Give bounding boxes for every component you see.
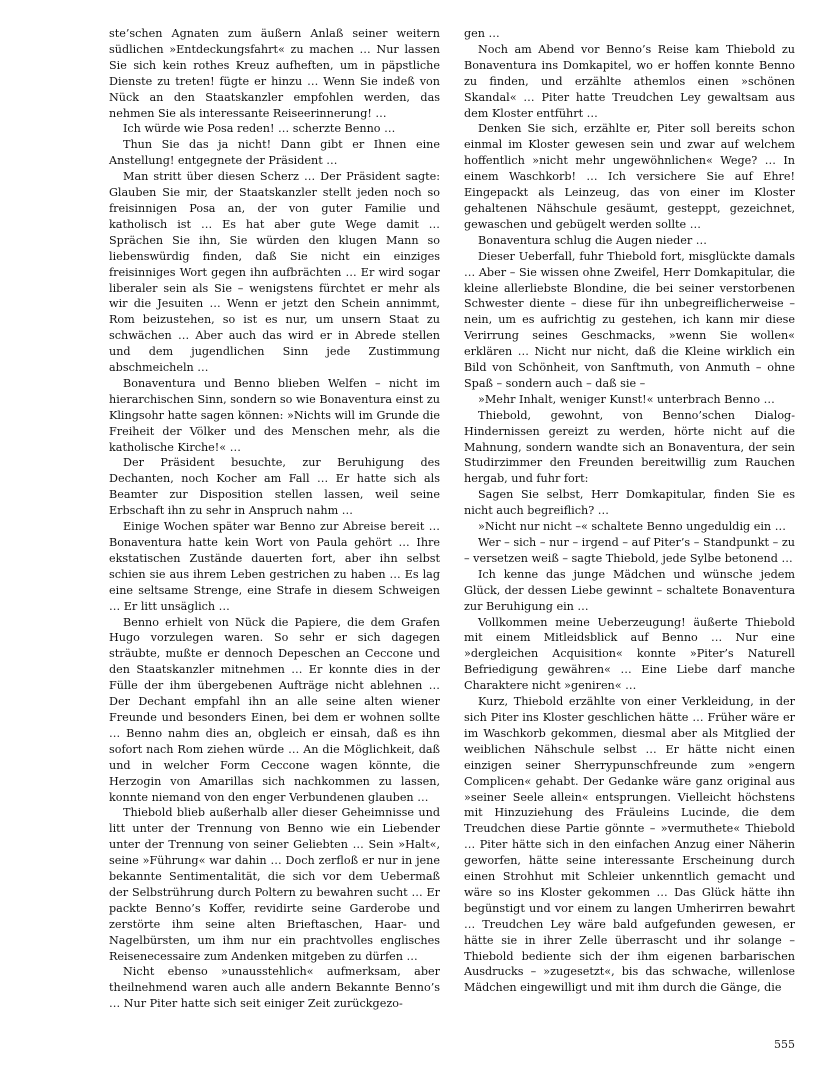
left-text-column bbox=[109, 26, 440, 1012]
paragraph: Benno erhielt von Nück die Papiere, die dem Grafen Hugo vorzulegen waren. So sehr er sich dagegen sträubte, mußte er dennoch Depeschen an Ceccone und den Staatskanzler mitnehmen … Er konnte dies in der Fülle der ihm übergebenen Aufträge nicht ablehnen … Der Dechant empfahl ihn an alle seine alten wiener Freunde und besonders Einen, bei dem er wohnen sollte … Benno nahm dies an, obgleich er einsah, daß es ihn sofort nach Rom ziehen würde … An die Möglichkeit, daß und in welcher Form Ceccone wagen könnte, die Herzogin von Amarillas sich nachkommen zu lassen, konnte niemand von den enger Verbundenen glauben … bbox=[109, 615, 440, 804]
paragraph: Thiebold blieb außerhalb aller dieser Geheimnisse und litt unter der Trennung von Benno wie ein Liebender unter der Trennung von seiner Geliebten … Sein »Halt«, seine »Führung« war dahin … Doch zerfloß er nur in jene bekannte Sentimentalität, die sich vor dem Uebermaß der Selbstrührung durch Poltern zu bewahren sucht … Er packte Benno’s Koffer, revidirte seine Garderobe und zerstörte ihm seine alten Brieftaschen, Haar- und Nagelbürsten, um ihm nur ein prachtvolles englisches Reisenecessaire zum Andenken mitgeben zu dürfen … bbox=[109, 806, 440, 963]
paragraph: Ich würde wie Posa reden! … scherzte Benno … bbox=[123, 122, 396, 136]
paragraph: Vollkommen meine Ueberzeugung! äußerte Thiebold mit einem Mitleidsblick auf Benno … Nur eine »dergleichen Acquisition« konnte »Piter’s Naturell Befriedigung gewähren« … Eine Liebe darf manche Charaktere nicht »geniren« … bbox=[464, 615, 795, 693]
continued-paragraph: gen … bbox=[464, 27, 500, 40]
paragraph: Man stritt über diesen Scherz … Der Präsident sagte: Glauben Sie mir, der Staatskanzler stellt jeden noch so freisinnigen Posa an, der von guter Familie und katholisch ist … Es hat aber gute Wege damit … Sprächen Sie ihn, Sie würden den klugen Mann so liebenswürdig finden, daß Sie nicht ein einziges freisinniges Wort gegen ihn aufbrächten … Er wird sogar liberaler sein als Sie – wenigstens fürchtet er mehr als wir die Jesuiten … Wenn er jetzt den Schein annimmt, Rom beizustehen, so ist es nur, um unsern Staat zu schwächen … Aber auch das wird er in Abrede stellen und dem jugendlichen Sinn jede Zustimmung abschmeicheln … bbox=[109, 170, 440, 375]
paragraph: Thun Sie das ja nicht! Dann gibt er Ihnen eine Anstellung! entgegnete der Präsident … bbox=[109, 138, 440, 168]
paragraph: Noch am Abend vor Benno’s Reise kam Thiebold zu Bonaventura ins Domkapitel, wo er hoffen konnte Benno zu finden, und erzählte athemlos einen »schönen Skandal« … Piter hatte Treudchen Ley gewaltsam aus dem Kloster entführt … bbox=[464, 42, 795, 120]
right-text-column bbox=[464, 26, 795, 996]
paragraph: »Mehr Inhalt, weniger Kunst!« unterbrach Benno … bbox=[478, 392, 775, 406]
paragraph: Der Präsident besuchte, zur Beruhigung des Dechanten, noch Kocher am Fall … Er hatte sich als Beamter zur Disposition stellen lassen, weil seine Erbschaft ihn zu sehr in Anspruch nahm … bbox=[109, 456, 440, 518]
paragraph: Kurz, Thiebold erzählte von einer Verkleidung, in der sich Piter ins Kloster geschlichen hätte … Früher wäre er im Waschkorb gekommen, diesmal aber als Mitglied der weiblichen Nähschule selbst … Er hätte nicht einen einzigen seiner Sherrypunschfreunde zum »engern Complicen« gehabt. Der Gedanke wäre ganz original aus »seiner Seele allein« entsprungen. Vielleicht höchstens mit Hinzuziehung des Fräuleins Lucinde, die dem Treudchen diese Partie gönnte – »vermuthete« Thiebold … Piter hätte sich in den einfachen Anzug einer Näherin geworfen, hätte seine interessante Erscheinung durch einen Strohhut mit Schleier unkenntlich gemacht und wäre so ins Kloster gekommen … Das Glück hätte ihn begünstigt und vor einem zu langen Umherirren bewahrt … Treudchen Ley wäre bald aufgefunden gewesen, er hätte sie in ihrer Zelle überrascht und ihr solange – Thiebold bediente sich der ihm eigenen barbarischen Ausdrucks – »zugesetzt«, bis das schwache, willenlose Mädchen eingewilligt und mit ihm durch die Gänge, die bbox=[464, 695, 795, 995]
paragraph: Dieser Ueberfall, fuhr Thiebold fort, misglückte damals … Aber – Sie wissen ohne Zweifel, Herr Domkapitular, die kleine allerliebste Blondine, die bei seiner verstorbenen Schwester diente – diese für ihn unbegreiflicherweise – nein, um es aufrichtig zu gestehen, ich kann mir diese Verirrung seines Geschmacks, »wenn Sie wollen« erklären … Nicht nur nicht, daß die Kleine wirklich ein Bild von Schönheit, von Sanftmuth, von Anmuth – ohne Spaß – sondern auch – daß sie – bbox=[464, 249, 795, 390]
paragraph: Sagen Sie selbst, Herr Domkapitular, finden Sie es nicht auch begreiflich? … bbox=[464, 488, 795, 518]
paragraph: Ich kenne das junge Mädchen und wünsche jedem Glück, der dessen Liebe gewinnt – schaltete Bonaventura zur Beruhigung ein … bbox=[464, 567, 795, 613]
continued-paragraph: ste’schen Agnaten zum äußern Anlaß seiner weitern südlichen »Entdeckungsfahrt« zu machen … Nur lassen Sie sich kein rothes Kreuz aufheften, um in päpstliche Dienste zu treten! fügte er hinzu … Wenn Sie indeß von Nück an den Staatskanzler empfohlen werden, das nehmen Sie als interessante Reiseerinnerung! … bbox=[109, 27, 440, 120]
paragraph: Einige Wochen später war Benno zur Abreise bereit … Bonaventura hatte kein Wort von Paula gehört … Ihre ekstatischen Zustände dauerten fort, aber ihn selbst schien sie aus ihrem Leben gestrichen zu haben … Es lag eine seltsame Strenge, eine Strafe in diesem Schweigen … Er litt unsäglich … bbox=[109, 520, 440, 613]
paragraph: Nicht ebenso »unausstehlich« aufmerksam, aber theilnehmend waren auch alle andern Bekannte Benno’s … Nur Piter hatte sich seit einiger Zeit zurückgezo- bbox=[109, 965, 440, 1011]
paragraph: Bonaventura schlug die Augen nieder … bbox=[478, 233, 707, 247]
paragraph: Bonaventura und Benno blieben Welfen – nicht im hierarchischen Sinn, sondern so wie Bonaventura einst zu Klingsohr hatte sagen können: »Nichts will im Grunde die Freiheit der Völker und des Menschen mehr, als die katholische Kirche!« … bbox=[109, 376, 440, 454]
page-number: 555 bbox=[774, 1038, 795, 1051]
paragraph: Wer – sich – nur – irgend – auf Piter’s – Standpunkt – zu – versetzen weiß – sagte Thiebold, jede Sylbe betonend … bbox=[464, 536, 795, 565]
paragraph: Denken Sie sich, erzählte er, Piter soll bereits schon einmal im Kloster gewesen sein und zwar auf welchem hoffentlich »nicht mehr ungewöhnlichen« Wege? … In einem Waschkorb! … Ich versichere Sie auf Ehre! Eingepackt als Leinzeug, das von einer im Kloster gehaltenen Nähschule gesäumt, gesteppt, gezeichnet, gewaschen und gebügelt werden sollte … bbox=[464, 122, 795, 231]
paragraph: »Nicht nur nicht –« schaltete Benno ungeduldig ein … bbox=[478, 520, 786, 534]
paragraph: Thiebold, gewohnt, von Benno’schen Dialog-Hindernissen gereizt zu werden, hörte nicht auf die Mahnung, sondern wandte sich an Bonaventura, der sein Studirzimmer den Freunden bereitwillig zum Rauchen hergab, und fuhr fort: bbox=[464, 408, 795, 486]
